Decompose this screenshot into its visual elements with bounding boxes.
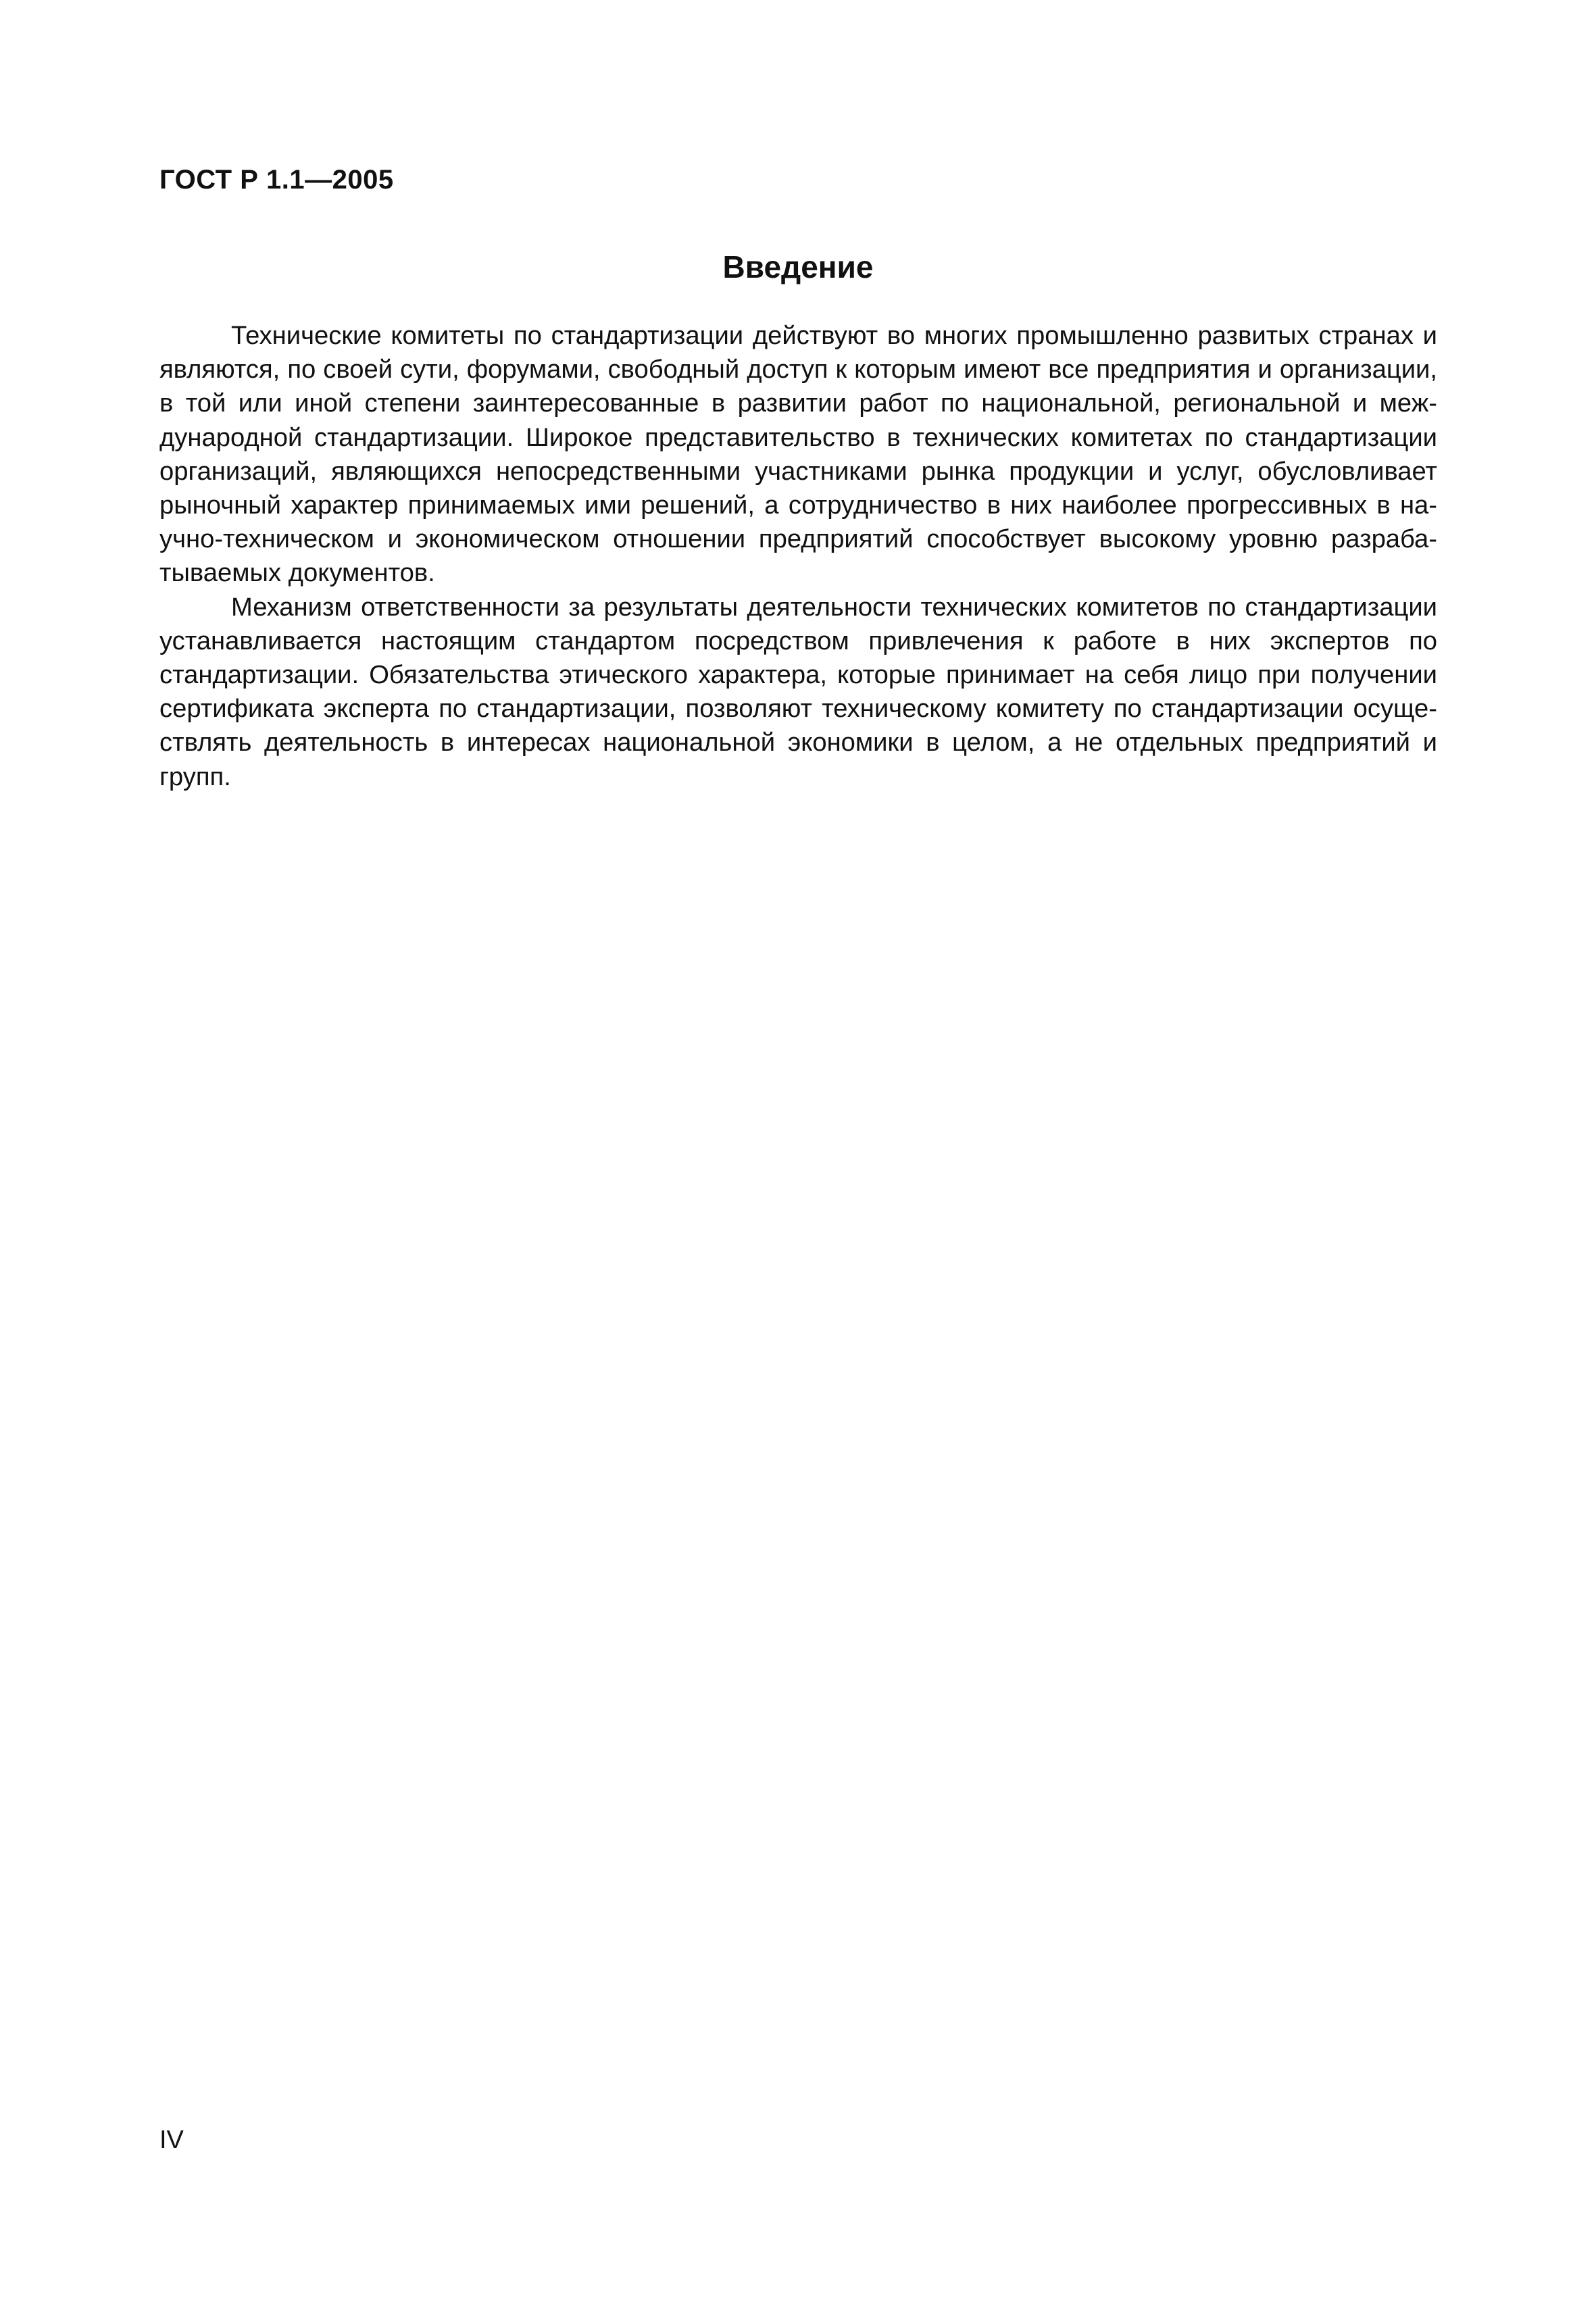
paragraph-responsibility: Механизм ответственности за результаты деятельности технических комитетов по стандартизации устанавливается настоящим стандартом посредством привлечения к работе в них экспертов по стандартизации. Обязательства этического характера, которые принимает на себя лицо при получении сертификата эксперта по стандартизации, позволяют техническому комитету по стандартизации осуществлять деятельность в интересах национальной экономики в целом, а не отдельных предприятий и групп. [159,592,1437,791]
paragraph-committees: Технические комитеты по стандартизации действуют во многих промышленно развитых странах и являются, по своей сути, форумами, свободный доступ к которым имеют все предприятия и организации, в той или иной степени заинтересованные в развитии работ по национальной, региональной и международной стандартизации. Широкое представительство в технических комитетах по стандартизации организаций, являющихся непосредственными участниками рынка продукции и услуг, обусловливает рыночный характер принимаемых ими решений, а сотрудничество в них наиболее прогрессивных в научно-техническом и экономическом отношении предприятий способствует высокому уровню разрабатываемых документов. [159,321,1437,588]
page-number: IV [159,2126,184,2154]
document-code: ГОСТ Р 1.1—2005 [159,165,394,195]
section-body [159,319,1437,794]
section-title: Введение [722,249,874,284]
